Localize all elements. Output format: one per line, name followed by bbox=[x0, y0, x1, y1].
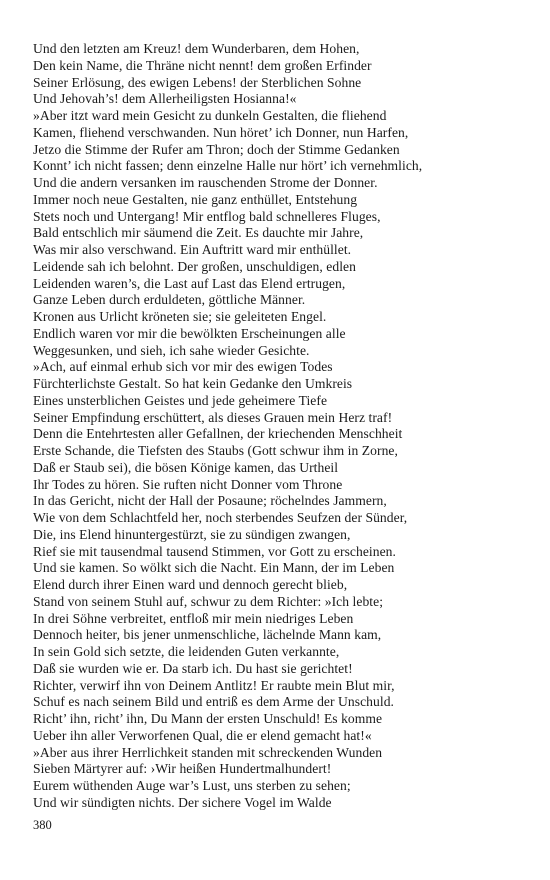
poem-line: Richter, verwirf ihn von Deinem Antlitz! Er raubte mein Blut mir, bbox=[33, 677, 395, 693]
poem-line: Elend durch ihrer Einen ward und dennoch gerecht blieb, bbox=[33, 577, 348, 592]
poem-line: Richt’ ihn, richt’ ihn, Du Mann der ersten Unschuld! Es komme bbox=[33, 711, 383, 726]
poem-line: Eines unsterblichen Geistes und jede geheimere Tiefe bbox=[33, 392, 328, 408]
poem-line: In sein Gold sich setzte, die leidenden Guten verkannte, bbox=[33, 644, 340, 659]
page-number: 380 bbox=[33, 818, 52, 832]
poem-line: In das Gericht, nicht der Hall der Posaune; röchelndes Jammern, bbox=[33, 493, 387, 509]
poem-line: Ihr Todes zu hören. Sie ruften nicht Donner vom Throne bbox=[33, 476, 343, 492]
poem-line: Kronen aus Urlicht kröneten sie; sie geleiteten Engel. bbox=[33, 309, 327, 324]
poem-line: Seiner Erlösung, des ewigen Lebens! der Sterblichen Sohne bbox=[33, 74, 362, 90]
poem-line: Und sie kamen. So wölkt sich die Nacht. Ein Mann, der im Leben bbox=[33, 560, 395, 576]
poem-line: Den kein Name, die Thräne nicht nennt! dem großen Erfinder bbox=[33, 57, 372, 73]
poem-line: Und den letzten am Kreuz! dem Wunderbaren, dem Hohen, bbox=[33, 41, 360, 56]
poem-line: »Aber aus ihrer Herrlichkeit standen mit schreckenden Wunden bbox=[33, 744, 383, 760]
poem-line: Sieben Märtyrer auf: ›Wir heißen Hundertmalhundert! bbox=[33, 761, 332, 777]
poem-line: Leidenden waren’s, die Last auf Last das Elend ertrugen, bbox=[33, 275, 346, 291]
poem-line: Dennoch heiter, bis jener unmenschliche, lächelnde Mann kam, bbox=[33, 627, 382, 643]
poem-line: Und wir sündigten nichts. Der sichere Vogel im Walde bbox=[33, 794, 332, 810]
poem-line: Ganze Leben durch erduldeten, göttliche Männer. bbox=[33, 292, 306, 308]
poem-line: Seiner Empfindung erschüttert, als dieses Grauen mein Herz traf! bbox=[33, 409, 393, 425]
poem-line: Rief sie mit tausendmal tausend Stimmen, vor Gott zu erscheinen. bbox=[33, 543, 396, 559]
poem-line: Stets noch und Untergang! Mir entflog bald schnelleres Fluges, bbox=[33, 208, 381, 224]
poem-line: Und Jehovah’s! dem Allerheiligsten Hosianna!« bbox=[33, 91, 297, 107]
poem-line: Ueber ihn aller Verworfenen Qual, die er elend gemacht hat!« bbox=[33, 727, 372, 743]
poem-line: Erste Schande, die Tiefsten des Staubs (Gott schwur ihm in Zorne, bbox=[33, 443, 398, 458]
poem-line: Bald entschlich mir säumend die Zeit. Es dauchte mir Jahre, bbox=[33, 225, 364, 241]
poem-line: Stand von seinem Stuhl auf, schwur zu dem Richter: »Ich lebte; bbox=[33, 593, 384, 609]
poem-line: Daß er Staub sei), die bösen Könige kamen, das Urtheil bbox=[33, 459, 339, 475]
poem-line: Weggesunken, und sieh, ich sahe wieder Gesichte. bbox=[33, 342, 310, 358]
poem-line: »Aber itzt ward mein Gesicht zu dunkeln Gestalten, die fliehend bbox=[33, 108, 387, 123]
poem-line: Die, ins Elend hinuntergestürzt, sie zu sündigen zwangen, bbox=[33, 526, 351, 542]
poem-line: Kamen, fliehend verschwanden. Nun höret’ ich Donner, nun Harfen, bbox=[33, 124, 409, 140]
poem-line: Endlich waren vor mir die bewölkten Erscheinungen alle bbox=[33, 325, 346, 341]
poem-line: Fürchterlichste Gestalt. So hat kein Gedanke den Umkreis bbox=[33, 376, 353, 391]
poem-line: Wie von dem Schlachtfeld her, noch sterbendes Seufzen der Sünder, bbox=[33, 510, 408, 525]
poem-line: Jetzo die Stimme der Rufer am Thron; doch der Stimme Gedanken bbox=[33, 141, 400, 157]
poem-line: Und die andern versanken im rauschenden Strome der Donner. bbox=[33, 175, 378, 190]
poem-line: »Ach, auf einmal erhub sich vor mir des ewigen Todes bbox=[33, 359, 333, 375]
poem-line: In drei Söhne verbreitet, entfloß mir mein niedriges Leben bbox=[33, 610, 354, 626]
poem-line: Daß sie wurden wie er. Da starb ich. Du hast sie gerichtet! bbox=[33, 660, 353, 676]
poem-line: Was mir also verschwand. Ein Auftritt ward mir enthüllet. bbox=[33, 242, 352, 257]
poem-line: Immer noch neue Gestalten, nie ganz enthüllet, Entstehung bbox=[33, 191, 358, 207]
poem-text bbox=[33, 41, 533, 812]
poem-line: Denn die Entehrtesten aller Gefallnen, der kriechenden Menschheit bbox=[33, 426, 403, 442]
poem-line: Konnt’ ich nicht fassen; denn einzelne Halle nur hört’ ich vernehmlich, bbox=[33, 158, 423, 174]
poem-line: Schuf es nach seinem Bild und entriß es dem Arme der Unschuld. bbox=[33, 694, 394, 710]
poem-line: Leidende sah ich belohnt. Der großen, unschuldigen, edlen bbox=[33, 258, 356, 274]
poem-line: Eurem wüthenden Auge war’s Lust, uns sterben zu sehen; bbox=[33, 778, 351, 793]
